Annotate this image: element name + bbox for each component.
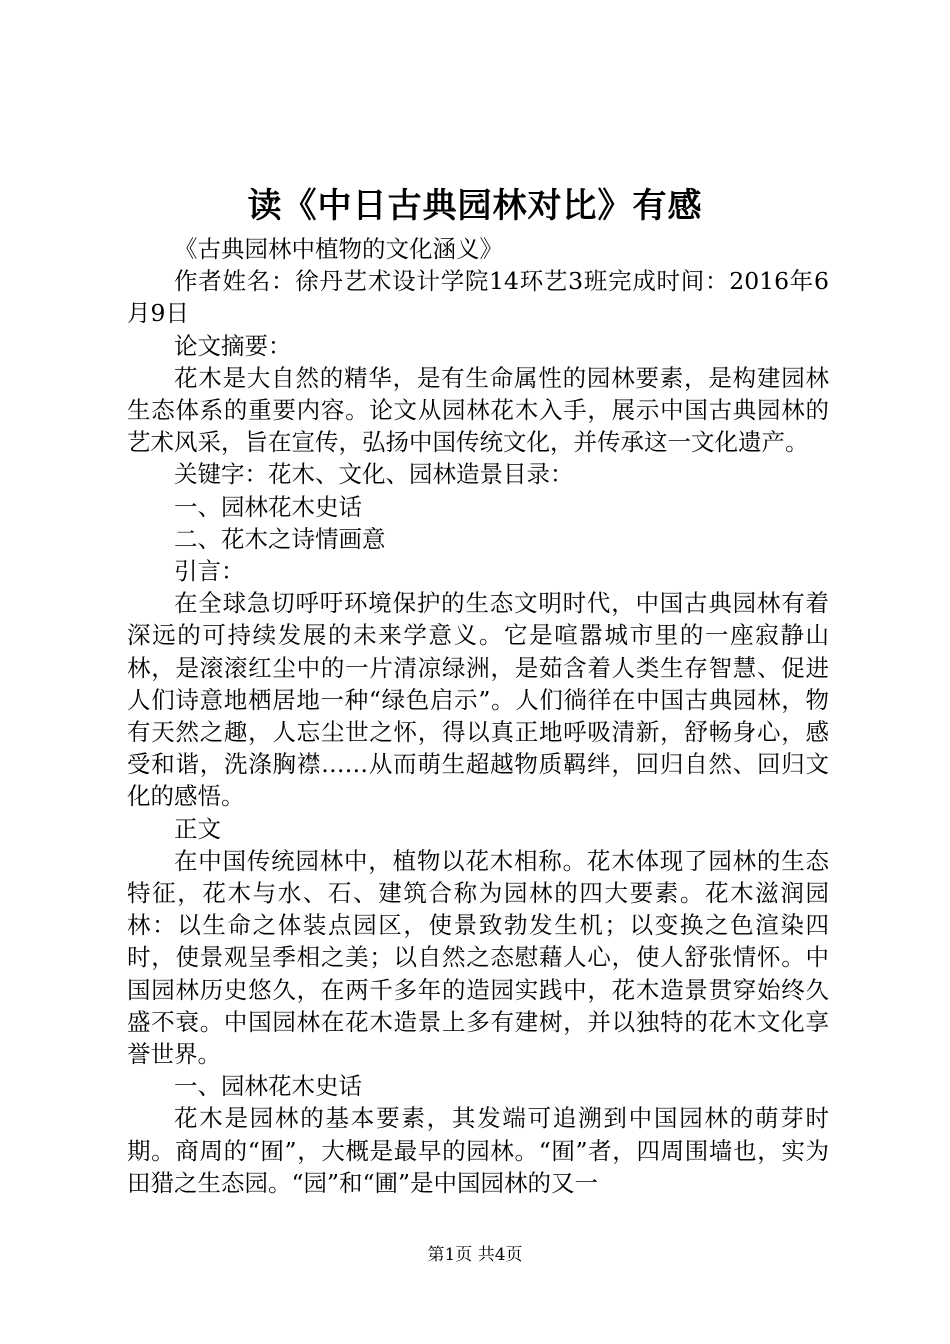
paragraph-main: 在中国传统园林中，植物以花木相称。花木体现了园林的生态特征，花木与水、石、建筑合称为园林的四大要素。花木滋润园林：以生命之体装点园区，使景致勃发生机；以变换之色渲染四时，使景观呈季相之美；以自然之态慰藉人心，使人舒张情怀。中国园林历史悠久，在两千多年的造园实践中，花木造景贯穿始终久盛不衰。中国园林在花木造景上多有建树，并以独特的花木文化享誉世界。: [127, 846, 829, 1069]
paragraph-subtitle: 《古典园林中植物的文化涵义》: [174, 235, 503, 263]
paragraph-keywords: 关键字：花木、文化、园林造景目录：: [174, 460, 574, 489]
paragraph-intro-heading: 引言：: [174, 557, 245, 586]
paragraph-toc-item-2: 二、花木之诗情画意: [174, 524, 386, 553]
document-body: [127, 233, 829, 1199]
paragraph-abstract: 花木是大自然的精华，是有生命属性的园林要素，是构建园林生态体系的重要内容。论文从园林花木入手，展示中国古典园林的艺术风采，旨在宣传，弘扬中国传统文化，并传承这一文化遗产。: [127, 363, 829, 457]
paragraph-section-heading: 一、园林花木史话: [174, 1072, 362, 1101]
paragraph-abstract-heading: 论文摘要：: [174, 331, 292, 360]
paragraph-section-text: 花木是园林的基本要素，其发端可追溯到中国园林的萌芽时期。商周的“囿”，大概是最早的园林。“囿”者，四周围墙也，实为田猎之生态园。“园”和“圃”是中国园林的又一: [127, 1104, 829, 1197]
paragraph-intro: 在全球急切呼吁环境保护的生态文明时代，中国古典园林有着深远的可持续发展的未来学意义。它是喧嚣城市里的一座寂静山林，是滚滚红尘中的一片清凉绿洲，是茹含着人类生存智慧、促进人们诗意地栖居地一种“绿色启示”。人们徜徉在中国古典园林，物有天然之趣，人忘尘世之怀，得以真正地呼吸清新，舒畅身心，感受和谐，洗涤胸襟……从而萌生超越物质羁绊，回归自然、回归文化的感悟。: [127, 589, 829, 811]
paragraph-author: 作者姓名：徐丹艺术设计学院14环艺3班完成时间：2016年6月9日: [127, 267, 829, 328]
paragraph-main-heading: 正文: [174, 814, 221, 843]
document-title: 读《中日古典园林对比》有感: [247, 186, 703, 226]
page-footer: 第1页 共4页: [427, 1245, 523, 1265]
paragraph-toc-item-1: 一、园林花木史话: [174, 492, 362, 521]
